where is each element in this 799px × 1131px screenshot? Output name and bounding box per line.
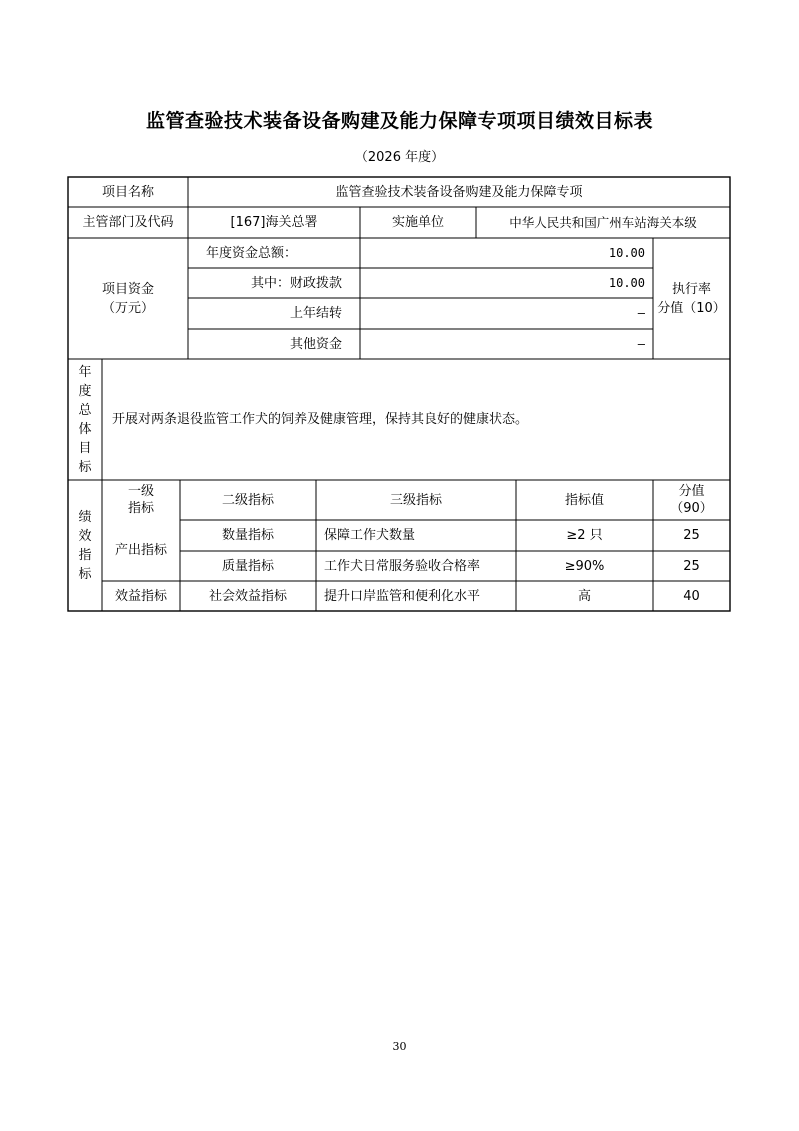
annual-goal-label-char: 目 <box>78 440 92 456</box>
funds-row-value: 10.00 <box>608 275 645 290</box>
performance-label-char: 绩 <box>78 509 92 525</box>
page-subtitle: （2026 年度） <box>354 150 445 165</box>
dept-value: [167]海关总署 <box>230 215 318 230</box>
annual-goal-label <box>68 359 102 480</box>
funds-row-label: 年度资金总额： <box>206 245 298 261</box>
table-row-level3: 提升口岸监管和便利化水平 <box>324 588 481 604</box>
performance-label-char: 标 <box>78 566 92 582</box>
page-title: 监管查验技术装备设备购建及能力保障专项项目绩效目标表 <box>145 110 653 132</box>
execution-rate-label <box>653 238 730 359</box>
output-indicator-label: 产出指标 <box>114 543 167 558</box>
header-score-line1: 分值 <box>678 484 705 499</box>
table-row-level2: 数量指标 <box>221 528 274 543</box>
annual-goal-label-char: 体 <box>78 421 92 437</box>
header-level3: 三级指标 <box>389 492 442 508</box>
funds-label-line2: （万元） <box>101 300 154 316</box>
impl-unit-label: 实施单位 <box>391 215 444 230</box>
impl-unit-value: 中华人民共和国广州车站海关本级 <box>509 215 697 230</box>
performance-label <box>68 480 102 611</box>
header-target: 指标值 <box>564 492 604 508</box>
annual-goal-label-char: 年 <box>78 364 92 380</box>
funds-label-line1: 项目资金 <box>101 281 154 297</box>
table-row-score: 25 <box>683 528 700 543</box>
table-row-target: ≥90% <box>564 558 605 574</box>
annual-goal-label-char: 总 <box>78 402 92 418</box>
header-level1-line2: 指标 <box>127 501 154 516</box>
header-level1-line1: 一级 <box>127 484 154 499</box>
project-name-label: 项目名称 <box>101 184 154 200</box>
project-name-value: 监管查验技术装备设备购建及能力保障专项 <box>335 184 583 200</box>
table-row-level2: 社会效益指标 <box>208 588 287 604</box>
header-score-line2: （90） <box>670 501 713 516</box>
funds-row-label: 其中：财政拨款 <box>250 275 342 291</box>
header-score <box>653 480 730 520</box>
funds-row-label: 其他资金 <box>289 336 342 352</box>
table-row-level3: 保障工作犬数量 <box>324 528 416 543</box>
table-row-target: 高 <box>577 588 591 604</box>
annual-goal-label-char: 标 <box>78 459 92 475</box>
funds-row-label: 上年结转 <box>289 306 342 321</box>
benefit-indicator-label: 效益指标 <box>114 588 167 604</box>
funds-row-value: – <box>637 306 645 320</box>
funds-row-value: 10.00 <box>608 245 645 260</box>
execution-rate-line1: 执行率 <box>671 281 711 297</box>
table-row-score: 25 <box>683 558 700 574</box>
execution-rate-line2: 分值（10） <box>657 300 726 316</box>
table-row-score: 40 <box>683 588 700 604</box>
annual-goal-label-char: 度 <box>78 383 92 399</box>
dept-label: 主管部门及代码 <box>82 215 174 230</box>
page-number: 30 <box>392 1040 407 1053</box>
header-level1 <box>102 480 180 520</box>
annual-goal-text: 开展对两条退役监管工作犬的饲养及健康管理，保持其良好的健康状态。 <box>112 412 529 427</box>
performance-label-char: 效 <box>78 528 92 544</box>
funds-label <box>68 238 188 359</box>
funds-row-value: – <box>637 336 645 351</box>
table-row-target: ≥2 只 <box>566 528 603 543</box>
header-level2: 二级指标 <box>221 492 274 508</box>
performance-label-char: 指 <box>78 547 92 563</box>
table-row-level3: 工作犬日常服务验收合格率 <box>324 558 481 574</box>
table-row-level2: 质量指标 <box>221 558 274 574</box>
